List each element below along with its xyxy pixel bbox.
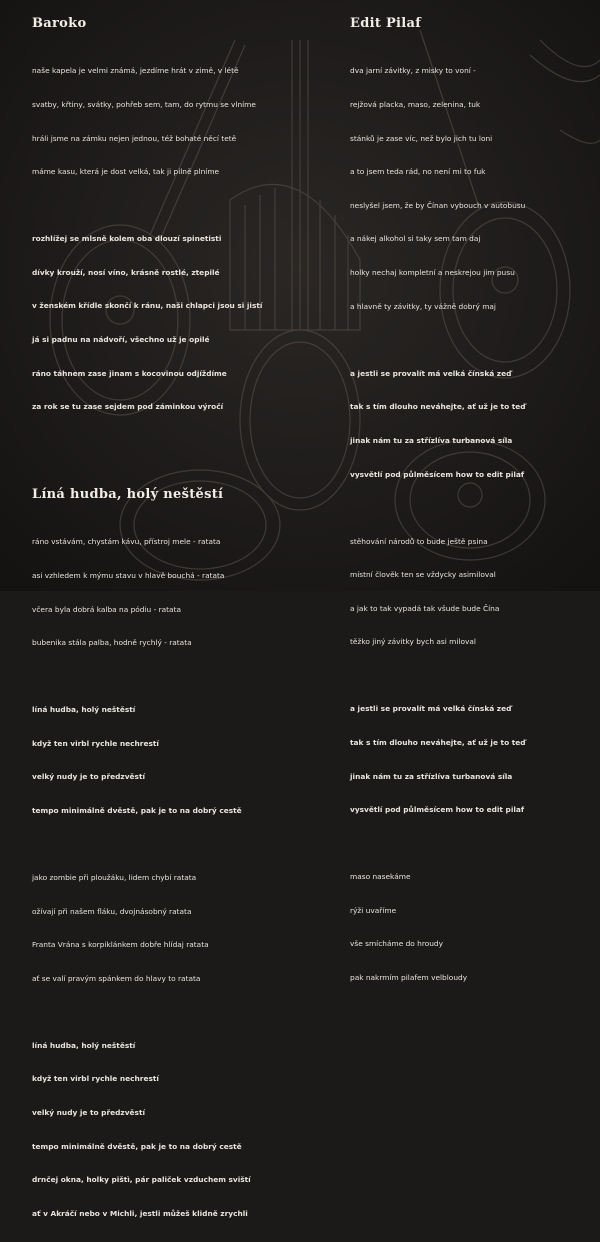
- lyric-line: a nákej alkohol si taky sem tam daj: [350, 234, 481, 244]
- verse-block: [32, 43, 332, 200]
- lyric-line: tak s tím dlouho neváhejte, ať už je to teď: [350, 402, 526, 412]
- lyric-line: jinak nám tu za střízlíva turbanová síla: [350, 771, 513, 781]
- lyric-line: bubenika stála palba, hodně rychlý - ratata: [32, 638, 192, 648]
- left-column: [32, 16, 332, 1242]
- right-column: [350, 16, 590, 1006]
- lyric-line: dva jarní závitky, z misky to voní -: [350, 66, 476, 76]
- lyric-line: pak nakrmím pilafem velbloudy: [350, 973, 468, 983]
- lyric-line: líná hudba, holý neštěstí: [32, 705, 136, 715]
- lyric-line: v ženském křídle skončí k ránu, naši chlapci jsou si jistí: [32, 301, 263, 311]
- lyric-line: neslyšel jsem, že by Čínan vybouch v autobusu: [350, 200, 526, 210]
- song-title-edit-pilaf: Edit Pilaf: [350, 16, 422, 31]
- lyric-line: líná hudba, holý neštěstí: [32, 1040, 136, 1050]
- chorus-block: [32, 682, 332, 839]
- song-title-baroko: Baroko: [32, 16, 87, 31]
- verse-block: [32, 850, 332, 1007]
- lyric-line: svatby, křtiny, svátky, pohřeb sem, tam, do rytmu se vlníme: [32, 100, 256, 110]
- lyric-line: za rok se tu zase sejdem pod záminkou výročí: [32, 402, 224, 412]
- lyric-line: jinak nám tu za střízlíva turbanová síla: [350, 435, 513, 445]
- lyric-line: asi vzhledem k mýmu stavu v hlavě bouchá - ratata: [32, 570, 225, 580]
- lyric-line: máme kasu, která je dost velká, tak ji pilně plníme: [32, 167, 220, 177]
- lyric-line: místní člověk ten se vždycky asimiloval: [350, 570, 496, 580]
- lyric-line: vysvětlí pod půlměsícem how to edit pilaf: [350, 469, 525, 479]
- lyric-line: ať v Akráčí nebo v Michli, jestli můžeš klidně zrychli: [32, 1208, 248, 1218]
- lyric-line: velký nudy je to předzvěstí: [32, 772, 146, 782]
- verse-block: [350, 513, 590, 670]
- chorus-block: [32, 211, 332, 435]
- lyric-line: ráno táhnem zase jinam s kocovinou odjíždíme: [32, 368, 227, 378]
- lyric-line: holky nechaj kompletní a neskrejou jim pusu: [350, 268, 515, 278]
- lyric-line: jako zombie při ploužáku, lidem chybí ratata: [32, 873, 197, 882]
- lyric-line: hráli jsme na zámku nejen jednou, též bohaté něcí tetě: [32, 133, 237, 143]
- verse-block: [32, 514, 332, 671]
- lyric-line: tempo minimálně dvěstě, pak je to na dobrý cestě: [32, 805, 242, 815]
- chorus-block: [350, 681, 590, 838]
- lyric-line: já si padnu na nádvoří, všechno už je opilé: [32, 335, 210, 345]
- lyric-line: a to jsem teda rád, no není mi to fuk: [350, 167, 486, 177]
- lyric-line: když ten virbl rychle nechrestí: [32, 738, 159, 748]
- lyric-line: Franta Vrána s korpiklánkem dobře hlídaj ratata: [32, 940, 209, 950]
- lyric-line: a hlavně ty závitky, ty vážně dobrý maj: [350, 301, 496, 311]
- lyric-line: rýži uvaříme: [350, 905, 397, 915]
- verse-block: [350, 43, 590, 334]
- lyric-line: rozhlížej se mlsně kolem oba dlouzí spinetisti: [32, 234, 222, 244]
- lyric-line: a jak to tak vypadá tak všude bude Čína: [350, 603, 500, 613]
- song-title-lina-hudba: Líná hudba, holý neštěstí: [32, 486, 224, 502]
- lyric-line: stánků je zase víc, než bylo jich tu loni: [350, 133, 493, 143]
- verse-block: [350, 849, 590, 1006]
- lyric-line: vysvětlí pod půlměsícem how to edit pilaf: [350, 805, 525, 815]
- lyric-line: těžko jiný závitky bych asi miloval: [350, 637, 476, 647]
- lyric-line: dívky krouží, nosí víno, krásně rostlé, ztepilé: [32, 267, 220, 277]
- lyric-line: vše smícháme do hroudy: [350, 939, 443, 949]
- lyric-line: a jestli se provalít má velká čínská zeď: [350, 368, 512, 378]
- lyric-line: a jestli se provalít má velká čínská zeď: [350, 704, 512, 714]
- lyric-line: maso nasekáme: [350, 872, 411, 882]
- lyric-line: drnčej okna, holky pištì, pár paliček vzduchem sviští: [32, 1175, 251, 1185]
- chorus-block: [32, 1017, 332, 1241]
- chorus-block: [350, 345, 590, 502]
- lyric-line: ráno vstávám, chystám kávu, přístroj mele - ratata: [32, 537, 221, 547]
- lyric-line: velký nudy je to předzvěstí: [32, 1108, 146, 1118]
- lyric-line: ožívají při našem fláku, dvojnásobný ratata: [32, 906, 192, 916]
- lyric-line: rejžová placka, maso, zelenina, tuk: [350, 100, 481, 110]
- lyric-line: tempo minimálně dvěstě, pak je to na dobrý cestě: [32, 1141, 242, 1151]
- lyric-line: když ten virbl rychle nechrestí: [32, 1074, 159, 1084]
- lyric-line: stěhování národů to bude ještě psina: [350, 536, 488, 546]
- lyric-line: naše kapela je velmi známá, jezdíme hrát v zimě, v létě: [32, 66, 239, 76]
- lyric-line: včera byla dobrá kalba na pódiu - ratata: [32, 604, 182, 614]
- lyric-line: tak s tím dlouho neváhejte, ať už je to teď: [350, 737, 526, 747]
- lyric-line: ať se valí pravým spánkem do hlavy to ratata: [32, 973, 201, 983]
